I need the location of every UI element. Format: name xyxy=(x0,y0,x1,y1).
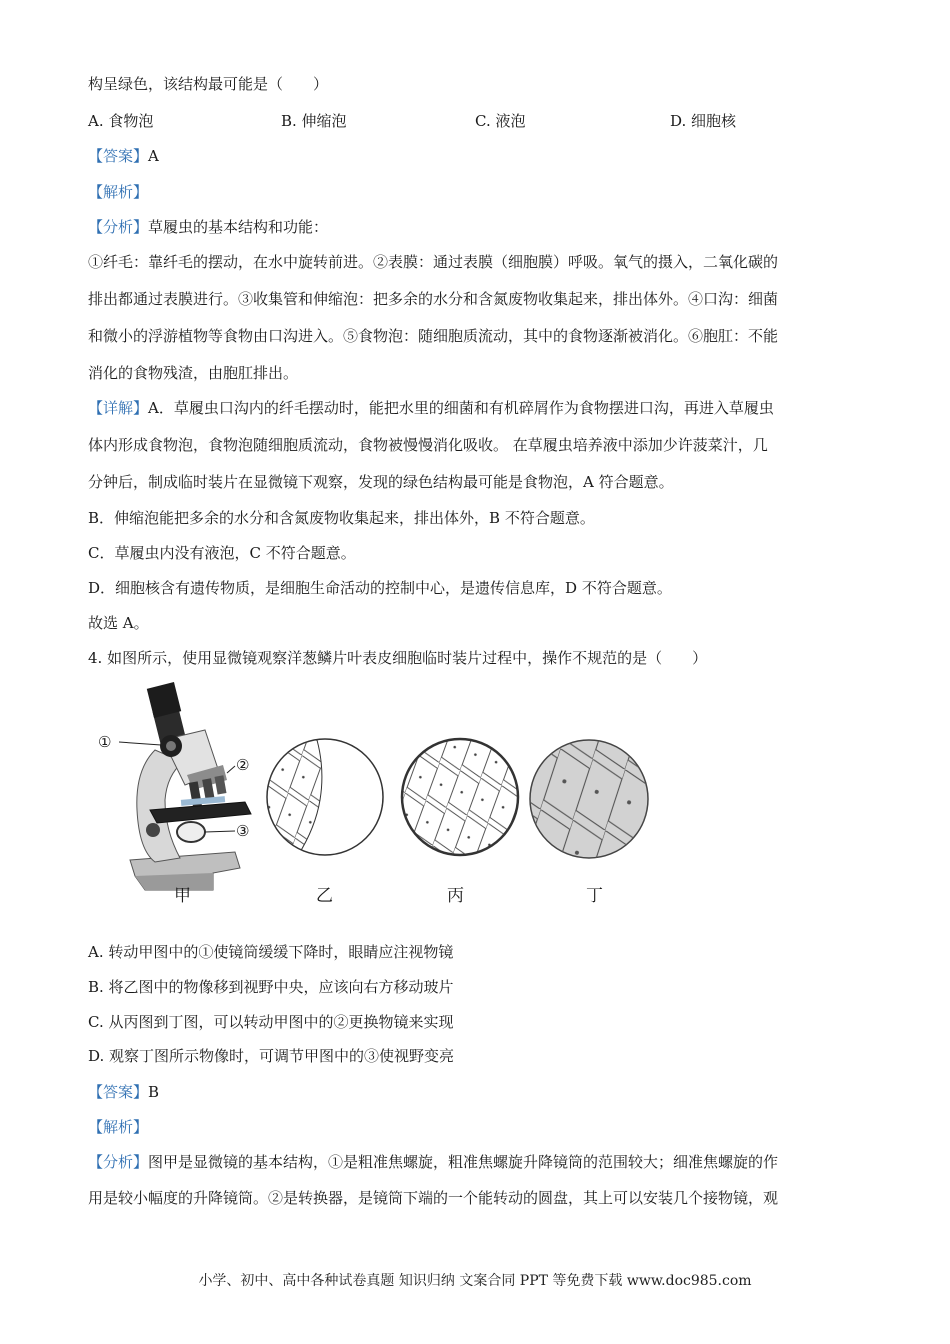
microscope-figure xyxy=(95,680,545,905)
q3-answer xyxy=(88,146,159,166)
answer-value: B xyxy=(148,1083,160,1101)
q3-analysis-line-4: 和微小的浮游植物等食物由口沟进入。⑤食物泡：随细胞质流动，其中的食物逐渐被消化。⑥胞肛：不能 xyxy=(88,327,779,345)
figure-label-jia: 甲 xyxy=(174,886,191,906)
analysis-text: 草履虫的基本结构和功能： xyxy=(148,218,329,236)
marker-3: ③ xyxy=(236,822,250,840)
figure-label-yi: 乙 xyxy=(316,886,333,906)
q3-detail-line-5: C．草履虫内没有液泡，C 不符合题意。 xyxy=(88,544,356,562)
q4-option-b: B. 将乙图中的物像移到视野中央，应该向右方移动玻片 xyxy=(88,978,454,996)
q4-option-a: A. 转动甲图中的①使镜筒缓缓下降时，眼睛应注视物镜 xyxy=(88,943,454,961)
figure-label-ding: 丁 xyxy=(586,886,603,906)
analysis-tag: 【分析】 xyxy=(88,1153,149,1171)
answer-tag: 【答案】 xyxy=(88,1083,149,1101)
q4-option-c: C. 从丙图到丁图，可以转动甲图中的②更换物镜来实现 xyxy=(88,1013,454,1031)
analysis-text: 图甲是显微镜的基本结构，①是粗准焦螺旋，粗准焦螺旋升降镜筒的范围较大；细准焦螺旋的作 xyxy=(148,1153,779,1171)
q3-option-c: C. 液泡 xyxy=(475,112,526,130)
answer-tag: 【答案】 xyxy=(88,147,149,165)
analysis-tag: 【分析】 xyxy=(88,218,149,236)
marker-1: ① xyxy=(98,733,112,751)
q3-analysis-line-1 xyxy=(88,217,328,237)
q3-option-a: A. 食物泡 xyxy=(88,112,154,130)
marker-2: ② xyxy=(236,756,250,774)
q3-detail-line-2: 体内形成食物泡，食物泡随细胞质流动，食物被慢慢消化吸收。 在草履虫培养液中添加少许菠菜汁，几 xyxy=(88,436,768,454)
q3-option-d: D. 细胞核 xyxy=(670,112,737,130)
q3-analysis-line-3: 排出都通过表膜进行。③收集管和伸缩泡：把多余的水分和含氮废物收集起来，排出体外。④口沟：细菌 xyxy=(88,290,779,308)
q4-analysis-line-2: 用是较小幅度的升降镜筒。②是转换器，是镜筒下端的一个能转动的圆盘，其上可以安装几个接物镜，观 xyxy=(88,1189,779,1207)
q3-detail-line-4: B．伸缩泡能把多余的水分和含氮废物收集起来，排出体外，B 不符合题意。 xyxy=(88,509,595,527)
q4-analysis-line-1 xyxy=(88,1152,778,1172)
q4-stem: 4. 如图所示，使用显微镜观察洋葱鳞片叶表皮细胞临时装片过程中，操作不规范的是（ ） xyxy=(88,649,708,667)
q4-jiexi-tag: 【解析】 xyxy=(88,1118,149,1136)
q4-option-d: D. 观察丁图所示物像时，可调节甲图中的③使视野变亮 xyxy=(88,1047,455,1065)
answer-value: A xyxy=(148,147,159,165)
q3-jiexi-tag: 【解析】 xyxy=(88,183,149,201)
detail-tag: 【详解】 xyxy=(88,399,149,417)
q3-stem-tail: 构呈绿色，该结构最可能是（ ） xyxy=(88,75,329,93)
q3-detail-line-3: 分钟后，制成临时装片在显微镜下观察，发现的绿色结构最可能是食物泡，A 符合题意。 xyxy=(88,473,674,491)
q3-detail-line-6: D．细胞核含有遗传物质，是细胞生命活动的控制中心，是遗传信息库，D 不符合题意。 xyxy=(88,579,672,597)
page-footer: 小学、初中、高中各种试卷真题 知识归纳 文案合同 PPT 等免费下载 www.doc985.com xyxy=(198,1273,752,1289)
q3-analysis-line-5: 消化的食物残渣，由胞肛排出。 xyxy=(88,364,299,382)
q3-detail-line-1 xyxy=(88,398,774,418)
figure-label-bing: 丙 xyxy=(447,886,464,906)
detail-text: A．草履虫口沟内的纤毛摆动时，能把水里的细菌和有机碎屑作为食物摆进口沟，再进入草履虫 xyxy=(148,399,774,417)
q4-answer xyxy=(88,1082,159,1102)
q3-option-b: B. 伸缩泡 xyxy=(281,112,347,130)
q3-analysis-line-2: ①纤毛：靠纤毛的摆动，在水中旋转前进。②表膜：通过表膜（细胞膜）呼吸。氧气的摄入，二氧化碳的 xyxy=(88,253,779,271)
q3-detail-line-7: 故选 A。 xyxy=(88,614,149,632)
microscope-view-ding xyxy=(528,738,650,860)
